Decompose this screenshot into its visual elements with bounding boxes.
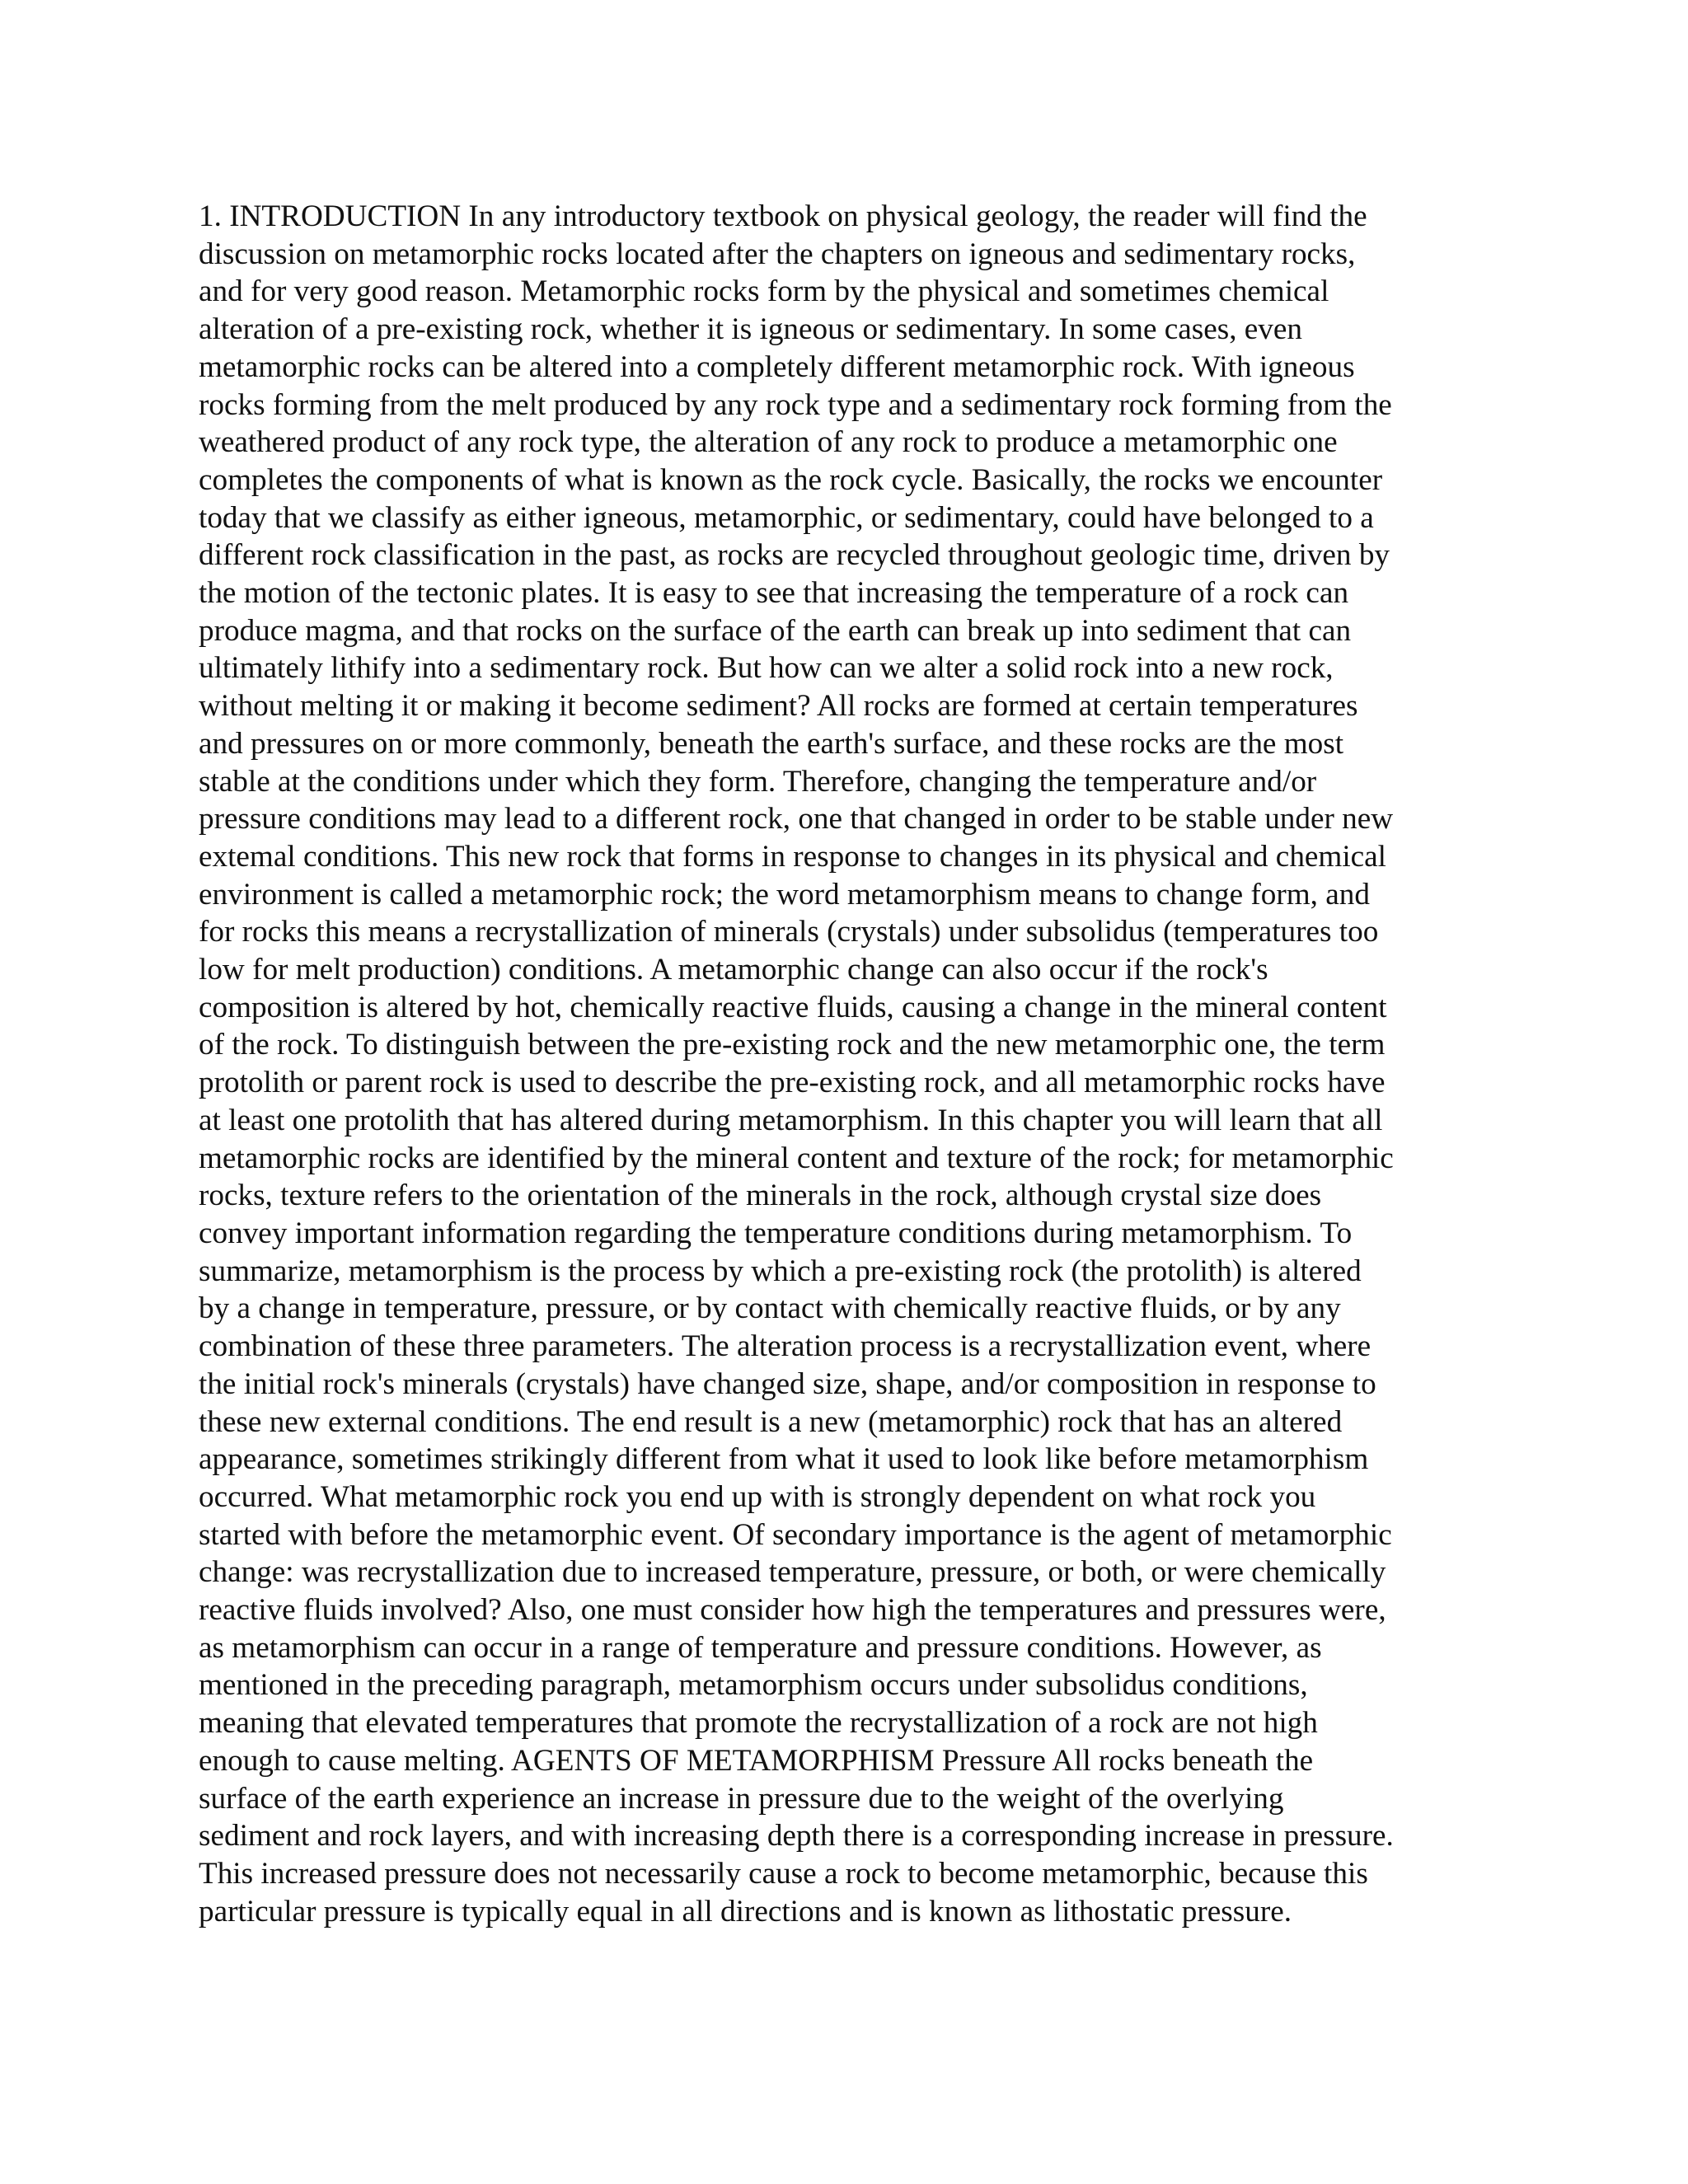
text-line: produce magma, and that rocks on the surface of the earth can break up into sediment that can [199,613,1352,648]
text-line: composition is altered by hot, chemically reactive fluids, causing a change in the mineral content [199,990,1387,1024]
text-line: reactive fluids involved? Also, one must consider how high the temperatures and pressures were, [199,1593,1386,1628]
text-line: mentioned in the preceding paragraph, metamorphism occurs under subsolidus conditions, [199,1668,1308,1703]
text-line: weathered product of any rock type, the alteration of any rock to produce a metamorphic one [199,425,1338,460]
text-line: particular pressure is typically equal in all directions and is known as lithostatic pressure. [199,1894,1292,1929]
text-line: the motion of the tectonic plates. It is easy to see that increasing the temperature of a rock can [199,576,1349,611]
text-line: by a change in temperature, pressure, or by contact with chemically reactive fluids, or by any [199,1291,1341,1326]
text-line: protolith or parent rock is used to describe the pre-existing rock, and all metamorphic rocks have [199,1066,1386,1100]
text-line: sediment and rock layers, and with increasing depth there is a corresponding increase in pressure. [199,1819,1394,1854]
text-line: and pressures on or more commonly, beneath the earth's surface, and these rocks are the most [199,726,1344,761]
text-line: change: was recrystallization due to increased temperature, pressure, or both, or were chemically [199,1555,1386,1590]
text-line: 1. INTRODUCTION In any introductory textbook on physical geology, the reader will find the [199,199,1367,233]
text-line: these new external conditions. The end result is a new (metamorphic) rock that has an altered [199,1404,1343,1439]
text-line: meaning that elevated temperatures that promote the recrystallization of a rock are not high [199,1706,1318,1741]
text-line: extemal conditions. This new rock that forms in response to changes in its physical and chemical [199,839,1387,874]
text-line: environment is called a metamorphic rock; the word metamorphism means to change form, and [199,877,1370,912]
text-line: pressure conditions may lead to a different rock, one that changed in order to be stable under new [199,802,1394,837]
text-line: metamorphic rocks can be altered into a completely different metamorphic rock. With igneous [199,349,1355,384]
text-line: completes the components of what is known as the rock cycle. Basically, the rocks we encounter [199,462,1383,497]
text-line: different rock classification in the past, as rocks are recycled throughout geologic time, driven by [199,538,1390,573]
text-line: rocks, texture refers to the orientation of the minerals in the rock, although crystal size does [199,1179,1322,1213]
text-line: as metamorphism can occur in a range of temperature and pressure conditions. However, as [199,1630,1322,1665]
text-line: today that we classify as either igneous, metamorphic, or sedimentary, could have belonged to a [199,500,1374,535]
text-line: for rocks this means a recrystallization of minerals (crystals) under subsolidus (temperatures too [199,915,1379,949]
text-line: low for melt production) conditions. A metamorphic change can also occur if the rock's [199,953,1268,987]
text-line: surface of the earth experience an increase in pressure due to the weight of the overlying [199,1781,1284,1816]
text-line: and for very good reason. Metamorphic rocks form by the physical and sometimes chemical [199,274,1329,309]
text-line: started with before the metamorphic event. Of secondary importance is the agent of metamorphic [199,1517,1392,1552]
text-line: combination of these three parameters. The alteration process is a recrystallization event, where [199,1329,1372,1364]
text-line: ultimately lithify into a sedimentary rock. But how can we alter a solid rock into a new rock, [199,651,1334,686]
text-line: metamorphic rocks are identified by the mineral content and texture of the rock; for metamorphic [199,1141,1394,1175]
text-line: rocks forming from the melt produced by any rock type and a sedimentary rock forming from the [199,387,1392,422]
text-line: of the rock. To distinguish between the pre-existing rock and the new metamorphic one, the term [199,1028,1386,1062]
text-line: summarize, metamorphism is the process by which a pre-existing rock (the protolith) is altered [199,1254,1362,1288]
text-line: appearance, sometimes strikingly different from what it used to look like before metamorphism [199,1442,1369,1477]
text-line: without melting it or making it become sediment? All rocks are formed at certain temperatures [199,689,1358,724]
text-line: at least one protolith that has altered during metamorphism. In this chapter you will learn that all [199,1103,1383,1137]
body-paragraph [199,198,1501,1930]
text-line: the initial rock's minerals (crystals) have changed size, shape, and/or composition in response to [199,1366,1376,1401]
text-line: alteration of a pre-existing rock, whether it is igneous or sedimentary. In some cases, even [199,312,1303,347]
text-line: convey important information regarding the temperature conditions during metamorphism. To [199,1216,1353,1250]
text-line: enough to cause melting. AGENTS OF METAMORPHISM Pressure All rocks beneath the [199,1743,1314,1778]
text-line: stable at the conditions under which they form. Therefore, changing the temperature and/or [199,764,1317,799]
text-line: discussion on metamorphic rocks located after the chapters on igneous and sedimentary rocks, [199,237,1356,271]
text-line: occurred. What metamorphic rock you end up with is strongly dependent on what rock you [199,1479,1316,1514]
text-line: This increased pressure does not necessarily cause a rock to become metamorphic, because this [199,1856,1368,1891]
